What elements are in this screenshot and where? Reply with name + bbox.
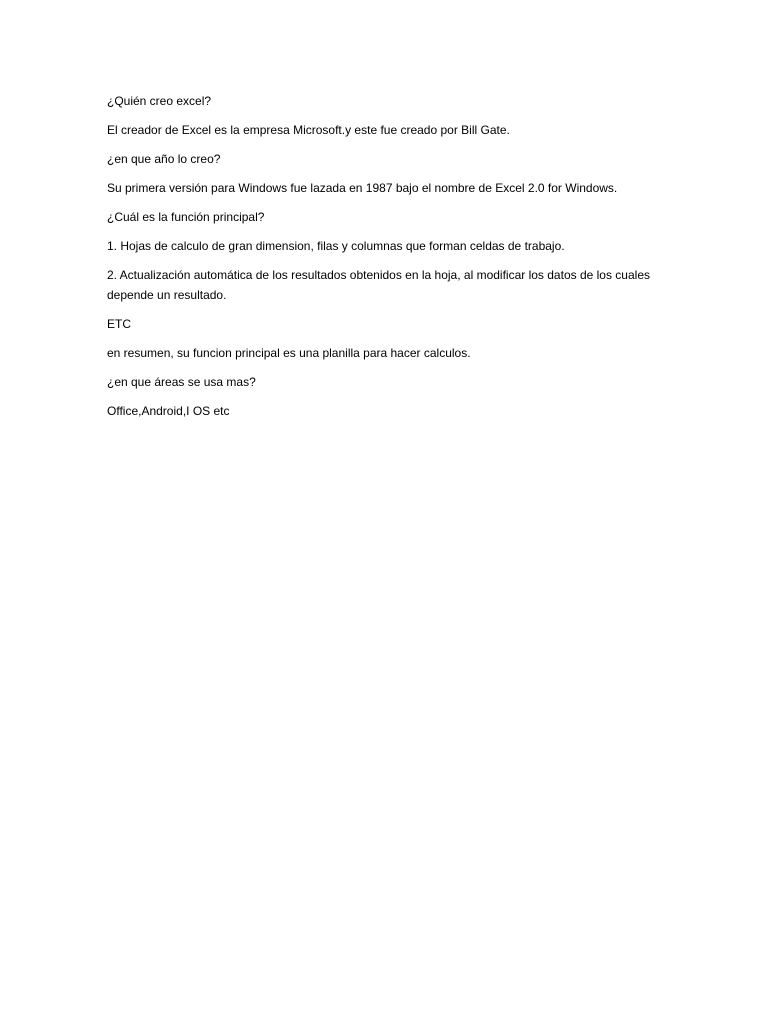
question-usage-areas: ¿en que áreas se usa mas? [107, 375, 256, 389]
summary-line: en resumen, su funcion principal es una planilla para hacer calculos. [107, 346, 471, 360]
question-who-created-excel: ¿Quién creo excel? [107, 94, 212, 108]
question-year-created: ¿en que año lo creo? [107, 152, 221, 166]
answer-first-version: Su primera versión para Windows fue lazada en 1987 bajo el nombre de Excel 2.0 for Windows. [107, 181, 618, 195]
answer-creator: El creador de Excel es la empresa Microsoft.y este fue creado por Bill Gate. [107, 123, 510, 137]
question-main-function: ¿Cuál es la función principal? [107, 210, 265, 224]
document-body [107, 91, 667, 430]
answer-usage-areas: Office,Android,I OS etc [107, 404, 230, 418]
answer-function-item-1: 1. Hojas de calculo de gran dimension, filas y columnas que forman celdas de trabajo. [107, 239, 565, 253]
answer-function-item-2: 2. Actualización automática de los resultados obtenidos en la hoja, al modificar los datos de los cuales depende un resultado. [107, 268, 650, 302]
etc-line: ETC [107, 317, 131, 331]
